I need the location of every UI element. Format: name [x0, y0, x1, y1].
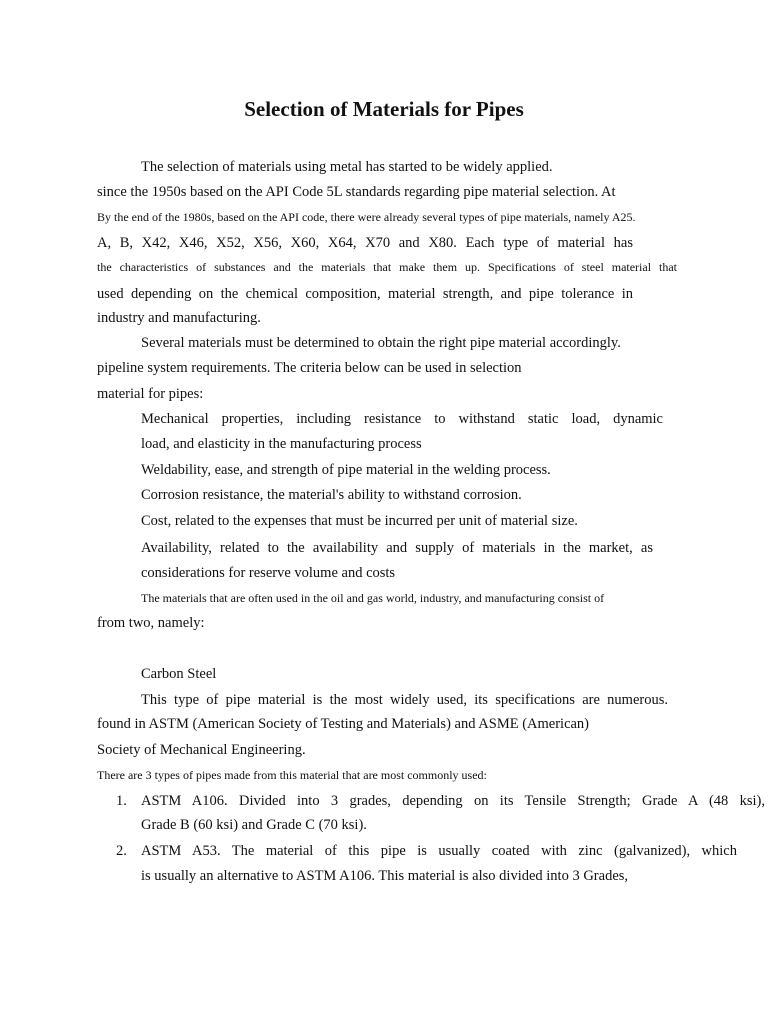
criteria-3: Corrosion resistance, the material's ability to withstand corrosion. [141, 487, 522, 503]
criteria-1-line-1: Mechanical properties, including resistance to withstand static load, dynamic [141, 411, 663, 427]
astm-2-line-1: ASTM A53. The material of this pipe is usually coated with zinc (galvanized), which [141, 843, 737, 859]
criteria-4: Cost, related to the expenses that must be incurred per unit of material size. [141, 513, 578, 529]
para3-line-1: The materials that are often used in the oil and gas world, industry, and manufacturing consist of [141, 591, 605, 605]
list-number: 2. [116, 843, 127, 859]
para1-line-4: A, B, X42, X46, X52, X56, X60, X64, X70 and X80. Each type of material has [97, 235, 633, 251]
para4-line-1: This type of pipe material is the most widely used, its specifications are numerous. [141, 692, 668, 708]
para1-line-7: industry and manufacturing. [97, 310, 261, 326]
astm-1-line-1: ASTM A106. Divided into 3 grades, depending on its Tensile Strength; Grade A (48 ksi), [141, 793, 765, 809]
para2-line-3: material for pipes: [97, 386, 204, 402]
astm-2-line-2: is usually an alternative to ASTM A106. This material is also divided into 3 Grades, [141, 868, 629, 884]
para1-line-2: since the 1950s based on the API Code 5L standards regarding pipe material selection. At [97, 184, 616, 200]
para1-line-6: used depending on the chemical composition, material strength, and pipe tolerance in [97, 286, 633, 302]
para1-line-3: By the end of the 1980s, based on the API code, there were already several types of pipe materials, namely A25. [97, 210, 636, 224]
para1-line-5: the characteristics of substances and the materials that make them up. Specifications of steel material that [97, 260, 677, 274]
criteria-2: Weldability, ease, and strength of pipe material in the welding process. [141, 462, 551, 478]
list-number: 1. [116, 793, 127, 809]
criteria-5-line-2: considerations for reserve volume and costs [141, 565, 396, 581]
para1-line-1: The selection of materials using metal has started to be widely applied. [141, 159, 553, 175]
para2-line-1: Several materials must be determined to obtain the right pipe material accordingly. [141, 335, 621, 351]
criteria-1-line-2: load, and elasticity in the manufacturing process [141, 436, 422, 452]
para4-line-4: There are 3 types of pipes made from this material that are most commonly used: [97, 768, 487, 782]
criteria-5-line-1: Availability, related to the availability and supply of materials in the market, as [141, 540, 653, 556]
para4-line-3: Society of Mechanical Engineering. [97, 742, 306, 758]
para4-line-2: found in ASTM (American Society of Testing and Materials) and ASME (American) [97, 716, 590, 732]
para3-line-2: from two, namely: [97, 615, 205, 631]
document-title: Selection of Materials for Pipes [244, 97, 524, 121]
para2-line-2: pipeline system requirements. The criteria below can be used in selection [97, 360, 522, 376]
carbon-steel-heading: Carbon Steel [141, 666, 217, 682]
astm-1-line-2: Grade B (60 ksi) and Grade C (70 ksi). [141, 817, 367, 833]
